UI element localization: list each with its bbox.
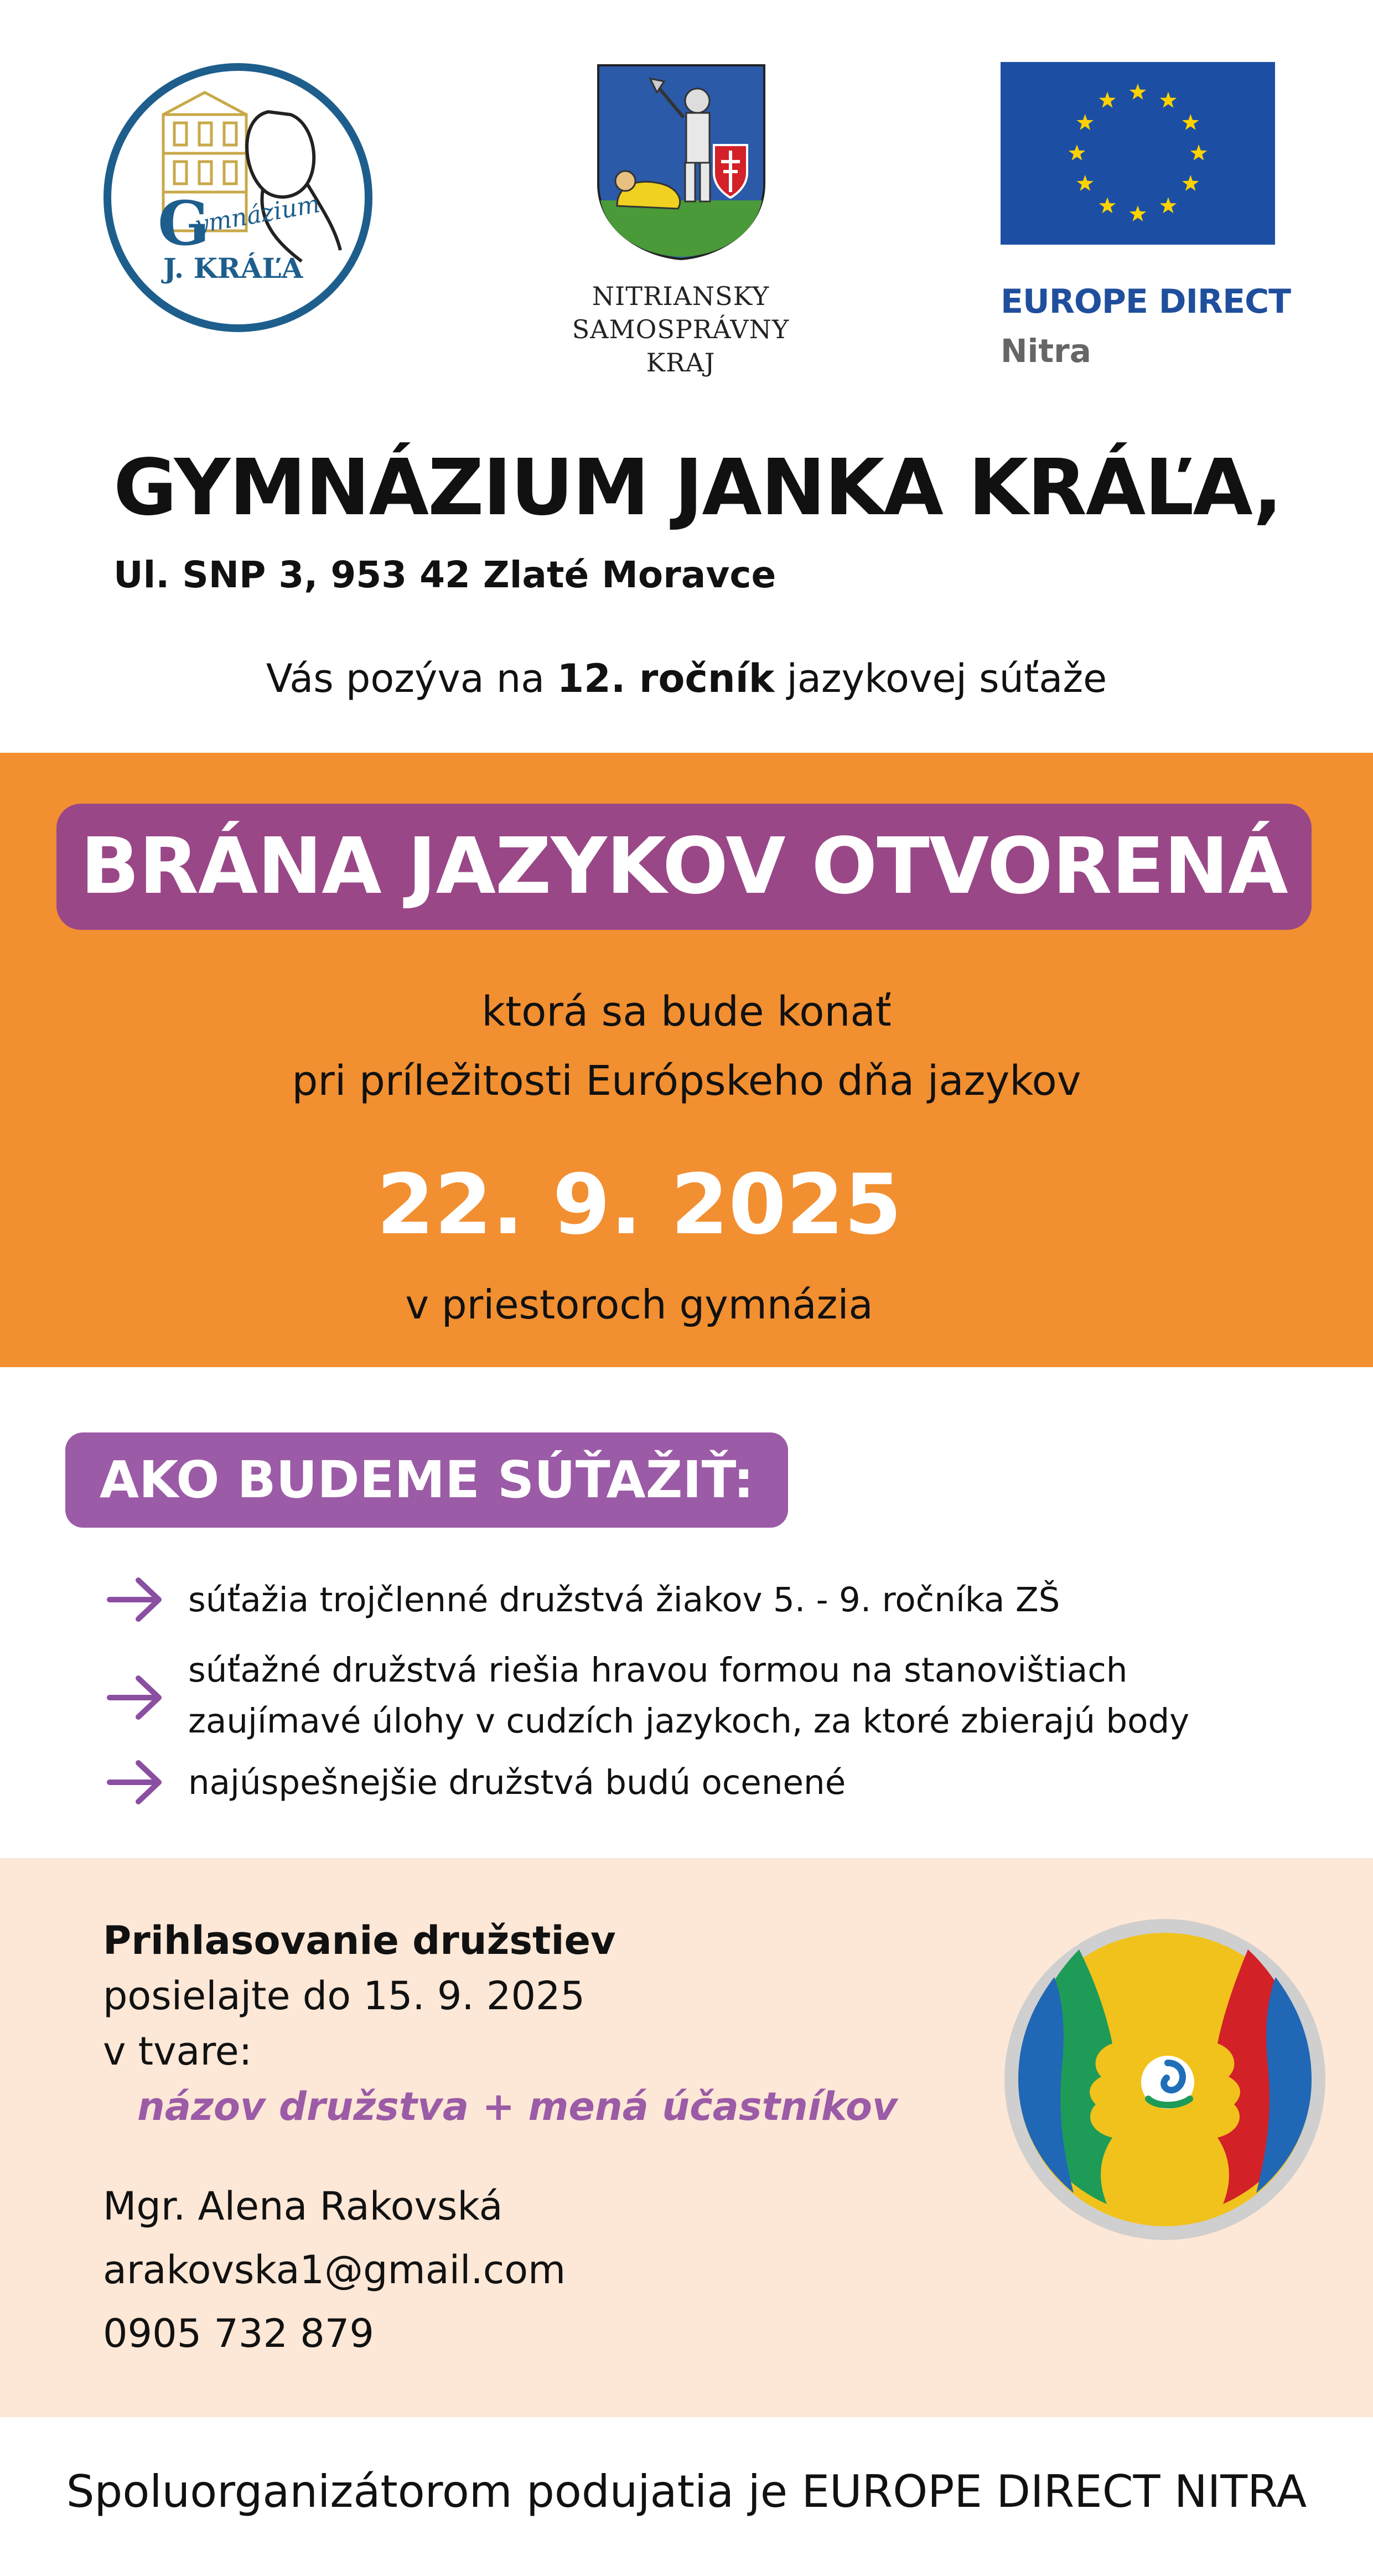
europe-direct-city: Nitra [1001,332,1091,370]
region-name-line: KRAJ [646,348,716,377]
school-address: Ul. SNP 3, 953 42 Zlaté Moravce [113,554,776,596]
list-item-text [188,1757,846,1808]
invitation-edition: 12. ročník [557,656,775,701]
eu-flag-icon [1001,62,1275,245]
arrow-right-icon [105,1673,166,1722]
registration-title: Prihlasovanie družstiev [103,1918,616,1963]
registration-deadline: posielajte do 15. 9. 2025 [103,1973,586,2019]
contact-phone[interactable]: 0905 732 879 [103,2311,374,2356]
event-place: v priestoroch gymnázia [405,1281,873,1328]
contact-name: Mgr. Alena Rakovská [103,2184,503,2229]
how-title: AKO BUDEME SÚŤAŽIŤ: [99,1450,754,1509]
invitation-suffix: jazykovej súťaže [774,656,1107,701]
list-item-line: najúspešnejšie družstvá budú ocenené [188,1763,846,1802]
arrow-right-icon [105,1575,166,1625]
region-name [531,280,830,379]
european-day-of-languages-logo [1002,1916,1328,2243]
event-occasion-line: ktorá sa bude konať [481,988,892,1036]
svg-text:J. KRÁĽA: J. KRÁĽA [163,252,303,285]
svg-text:ymnázium: ymnázium [193,189,322,240]
list-item-line: zaujímavé úlohy v cudzích jazykoch, za ktoré zbierajú body [188,1701,1190,1741]
school-logo [102,62,374,333]
contact-email[interactable]: arakovska1@gmail.com [103,2247,566,2293]
svg-text:G: G [158,188,210,259]
snail-icon [1141,2056,1194,2109]
list-item-text [188,1575,1060,1626]
footer-coorganizer: Spoluorganizátorom podujatia je EUROPE DIRECT NITRA [66,2466,1307,2517]
europe-direct-title: EUROPE DIRECT [1001,282,1291,321]
invitation-prefix: Vás pozýva na [266,656,557,701]
list-item-text [188,1645,1189,1747]
registration-format-label: v tvare: [103,2029,252,2074]
arrow-right-icon [105,1757,166,1807]
event-occasion-line: pri príležitosti Európskeho dňa jazykov [292,1057,1081,1105]
school-name: GYMNÁZIUM JANKA KRÁĽA, [113,443,1282,533]
event-date: 22. 9. 2025 [376,1157,902,1253]
list-item-line: súťažné družstvá riešia hravou formou na stanovištiach [188,1651,1128,1690]
region-name-line: SAMOSPRÁVNY [572,314,790,344]
list-item-line: súťažia trojčlenné družstvá žiakov 5. - 9. ročníka ZŠ [188,1580,1060,1620]
region-name-line: NITRIANSKY [592,281,770,311]
event-title: BRÁNA JAZYKOV OTVORENÁ [80,821,1288,912]
registration-format-pattern: názov družstva + mená účastníkov [137,2084,898,2129]
region-coat-of-arms [595,62,768,261]
invitation-text [0,656,1373,701]
